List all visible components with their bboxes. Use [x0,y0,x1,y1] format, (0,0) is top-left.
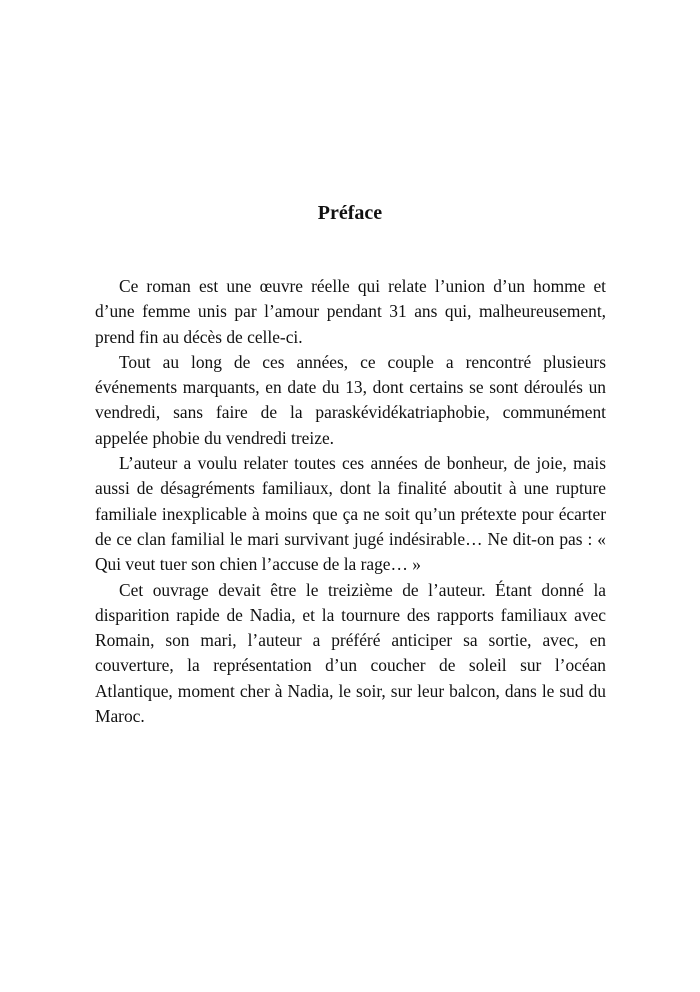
preface-body [95,274,606,729]
paragraph: Ce roman est une œuvre réelle qui relate l’union d’un homme et d’une femme unis par l’amour pendant 31 ans qui, malheureusement, prend fin au décès de celle-ci. [95,276,606,347]
paragraph: L’auteur a voulu relater toutes ces années de bonheur, de joie, mais aussi de désagréments familiaux, dont la finalité aboutit à une rupture familiale inexplicable à moins que ça ne soit qu’un prétexte pour écarter de ce clan familial le mari survivant jugé indésirable… Ne dit-on pas : « Qui veut tuer son chien l’accuse de la rage… » [95,453,606,575]
page-title: Préface [317,202,383,224]
paragraph: Cet ouvrage devait être le treizième de l’auteur. Étant donné la disparition rapide de Nadia, et la tournure des rapports familiaux avec Romain, son mari, l’auteur a préféré anticiper sa sortie, avec, en couverture, la représentation d’un coucher de soleil sur l’océan Atlantique, moment cher à Nadia, le soir, sur leur balcon, dans le sud du Maroc. [95,579,606,727]
paragraph: Tout au long de ces années, ce couple a rencontré plusieurs événements marquants, en date du 13, dont certains se sont déroulés un vendredi, sans faire de la paraskévidékatriaphobie, communément appelée phobie du vendredi treize. [95,351,606,448]
